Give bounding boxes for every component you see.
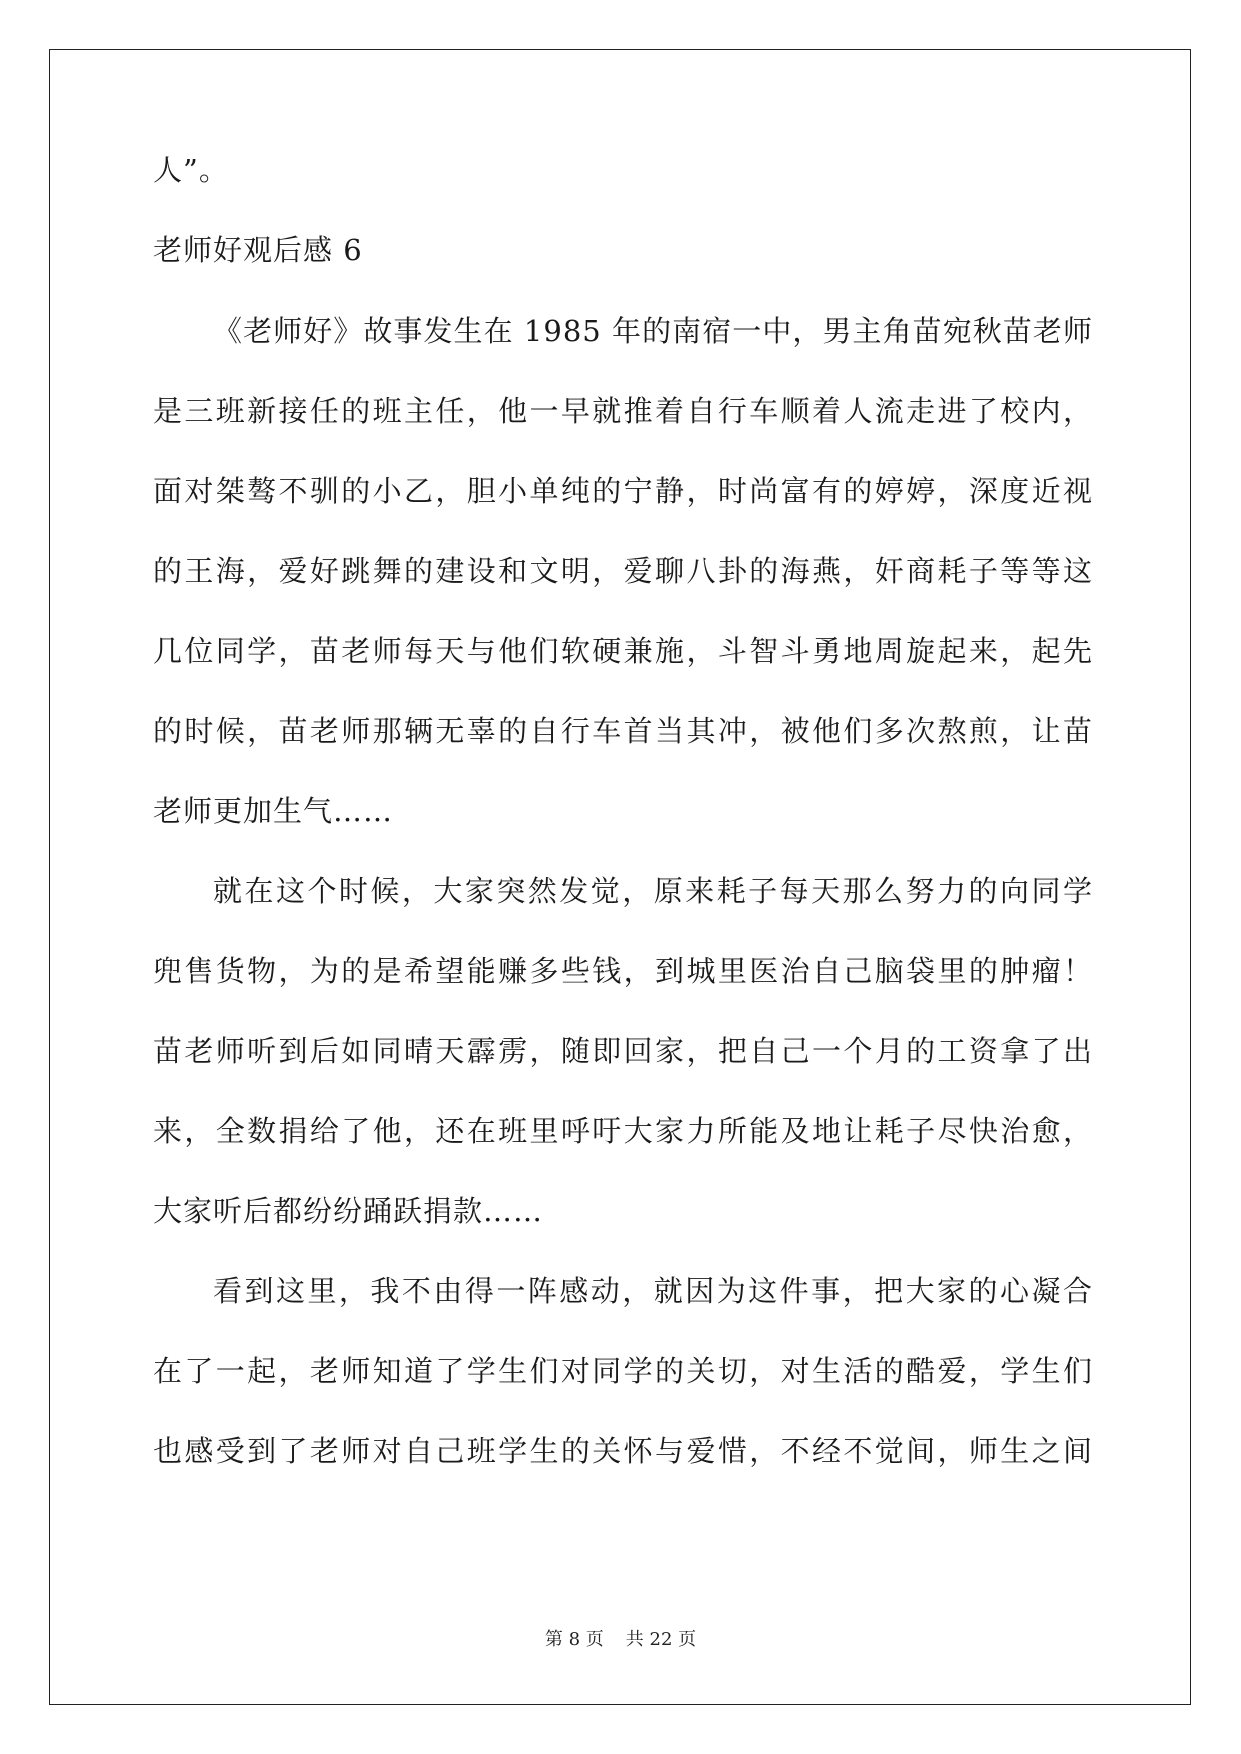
paragraph-line: 《老师好》故事发生在 1985 年的南宿一中，男主角苗宛秋苗老师 (213, 314, 1093, 348)
page-footer (0, 1628, 1241, 1652)
paragraph-line: 在了一起，老师知道了学生们对同学的关切，对生活的酷爱，学生们 (153, 1354, 1093, 1388)
paragraph-line: 的王海，爱好跳舞的建设和文明，爱聊八卦的海燕，奸商耗子等等这 (153, 554, 1093, 588)
paragraph-line: 几位同学，苗老师每天与他们软硬兼施，斗智斗勇地周旋起来，起先 (153, 634, 1093, 668)
paragraph-line: 来，全数捐给了他，还在班里呼吁大家力所能及地让耗子尽快治愈， (153, 1114, 1093, 1148)
paragraph-line: 是三班新接任的班主任，他一早就推着自行车顺着人流走进了校内， (153, 394, 1093, 428)
paragraph-line: 就在这个时候，大家突然发觉，原来耗子每天那么努力的向同学 (213, 874, 1093, 908)
paragraph-line: 苗老师听到后如同晴天霹雳，随即回家，把自己一个月的工资拿了出 (153, 1034, 1093, 1068)
paragraph-line: 兜售货物，为的是希望能赚多些钱，到城里医治自己脑袋里的肿瘤！ (153, 954, 1093, 988)
total-pages: 共 22 页 (625, 1629, 697, 1650)
paragraph-line: 也感受到了老师对自己班学生的关怀与爱惜，不经不觉间，师生之间 (153, 1434, 1093, 1468)
paragraph-line: 的时候，苗老师那辆无辜的自行车首当其冲，被他们多次熬煎，让苗 (153, 714, 1093, 748)
paragraph-line: 老师更加生气…… (153, 794, 394, 828)
text-line: 人”。 (153, 153, 229, 187)
page-number: 第 8 页 (544, 1629, 604, 1650)
paragraph-line: 大家听后都纷纷踊跃捐款…… (153, 1194, 544, 1228)
paragraph-line: 面对桀骜不驯的小乙，胆小单纯的宁静，时尚富有的婷婷，深度近视 (153, 474, 1093, 508)
paragraph-line: 看到这里，我不由得一阵感动，就因为这件事，把大家的心凝合 (213, 1274, 1093, 1308)
section-heading: 老师好观后感 6 (153, 233, 363, 267)
